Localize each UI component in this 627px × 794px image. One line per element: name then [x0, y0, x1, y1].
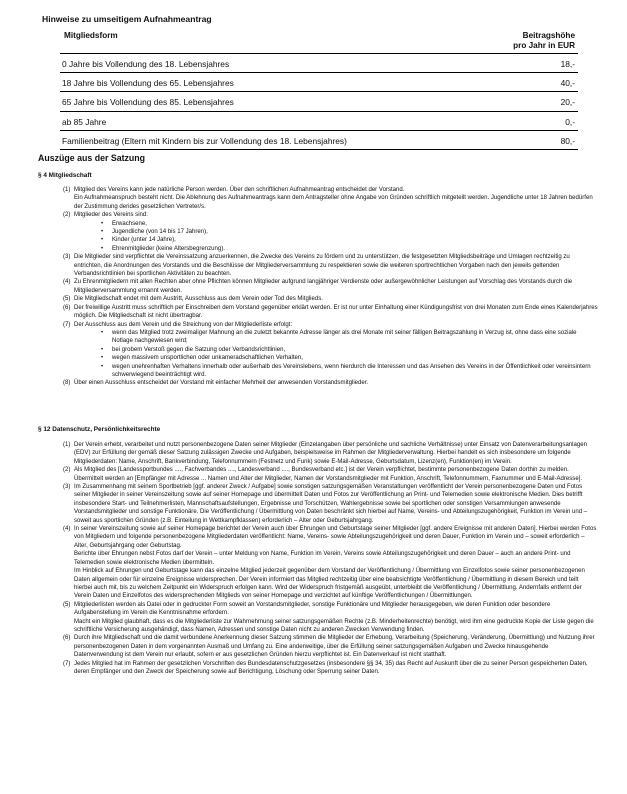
clause-number: (7) [63, 660, 71, 667]
clause-text: Ein Aufnahmeanspruch besteht nicht. Die Ablehnung des Aufnahmeantrags kann dem Antragsteller ohne Angabe von Gründen schriftlich mitgeteilt werden. Jugendliche unter 18 Jahren bedürfen der Zustimmung derides gesetzlichen Vertreter/s. [74, 195, 593, 210]
section-4-body [38, 186, 598, 388]
fee-description: ab 85 Jahre [62, 116, 107, 127]
list-item [74, 236, 598, 244]
list-item-text: Erwachsene, [112, 220, 147, 227]
section-4-title: § 4 Mitgliedschaft [38, 172, 92, 179]
clause-number: (2) [63, 212, 71, 219]
clause-number: (3) [63, 254, 71, 261]
bullet-icon: • [101, 346, 104, 353]
clause-text: Der freiwillige Austritt muss schriftlich per Einschreiben dem Vorstand gegenüber erklärt werden. Er ist nur unter Einhaltung einer Kündigungsfrist von drei Monaten zum Ende eines Kalenderjahres möglich. Die Mitgliedschaft ist nicht übertragbar. [74, 304, 598, 320]
fee-description: 65 Jahre bis Vollendung des 85. Lebensjahres [62, 97, 234, 108]
clause-text: Als Mitglied des [Landessportbundes ...., Fachverbandes ...., Landesverband ...., Bundesverband etc.] ist der Verein verpflichtet, bestimmte personenbezogene Daten dorthin zu melden. Übermittelt werden an [Empfänger mit Adresse ... Namen und Alter der Mitglieder, Namen der Vorstandsmitglieder mit Funktion, Anschrift, Telefonnummern, Faxnummer und E-Mail-Adresse]. [74, 467, 583, 482]
bullet-icon: • [101, 245, 104, 252]
fee-amount: 0,- [565, 116, 575, 127]
clause-number: (6) [63, 304, 71, 311]
fee-amount: 40,- [560, 78, 575, 89]
fees-title: Hinweise zu umseitigem Aufnahmeantrag [42, 14, 212, 24]
clause [38, 466, 598, 483]
table-row [60, 112, 578, 131]
clause-number: (1) [63, 187, 71, 193]
fee-description: Familienbeitrag (Eltern mit Kindern bis zur Vollendung des 18. Lebensjahres) [62, 135, 347, 146]
list-item [74, 228, 598, 236]
table-row [60, 54, 578, 73]
column-header-amount-line2: pro Jahr in EUR [513, 41, 575, 50]
fee-amount: 20,- [560, 97, 575, 108]
clause-text: Im Zusammenhang mit seinem Sportbetrieb [ggf. anderer Zweck / Aufgabe] sowie sonstigen satzungsgemäßen Veranstaltungen veröffentlicht der Verein personenbezogene Daten und Fotos seiner Mitglieder in seiner Vereinszeitung sowie auf seiner Homepage und übermittelt Daten und Fotos zur Veröffentlichung an Print- und Telemedien sowie elektronische Medien. Dies betrifft insbesondere Start- und Teilnehmerlisten, Mannschaftsaufstellungen, Ergebnisse und Torschützen, Wahlergebnisse sowie bei sportlichen oder sonstigen Versammlungen anwesende Vorstandsmitglieder und sonstige Funktionäre. Die Veröffentlichung / Übermittlung von Daten beschränkt sich hierbei auf Name, Vereins- und Abteilungszugehörigkeit, Funktion im Verein und – soweit aus sportlichen Gründen (z.B. Einteilung in Wettkampfklassen) erforderlich – Alter oder Geburtsjahrgang. [74, 484, 588, 524]
bullet-icon: • [101, 229, 104, 236]
table-row [60, 73, 578, 92]
table-row [60, 92, 578, 111]
clause-text: Durch ihre Mitgliedschaft und die damit verbundene Anerkennung dieser Satzung stimmen die Mitglieder der Erhebung, Verarbeitung (Speicherung, Veränderung, Übermittlung) und Nutzung ihrer personenbezogenen Daten in dem vorgenannten Ausmaß und Umfang zu. Eine anderweitige, über die Erfüllung seiner satzungsgemäßen Aufgaben und Zwecke hinausgehende Datenverwendung ist dem Verein nur erlaubt, sofern er aus gesetzlichen Gründen hierzu verpflichtet ist. Ein Datenverkauf ist nicht statthaft. [74, 635, 595, 659]
clause-number: (6) [63, 635, 71, 642]
list-item-text: wegen massivem unsportlichen oder unkameradschaftlichen Verhalten, [112, 355, 303, 362]
clause [38, 483, 598, 525]
clause-text: Die Mitgliedschaft endet mit dem Austritt, Ausschluss aus dem Verein oder Tod des Mitglieds. [74, 296, 323, 303]
clause-number: (1) [63, 442, 71, 448]
list-item [74, 354, 598, 362]
clause [38, 525, 598, 601]
clause [38, 211, 598, 253]
column-header-amount-line1: Beitragshöhe [522, 31, 575, 40]
list-item-text: wegen unehrenhaften Verhaltens innerhalb oder außerhalb des Vereinslebens, wenn hierdurch die Interessen und das Ansehen des Vereins in der Öffentlichkeit oder vereinsintern schwerwiegend beeinträchtigt wird. [112, 363, 591, 378]
column-header-form: Mitgliedsform [64, 31, 118, 40]
section-12-body [38, 441, 598, 676]
list-item-text: Ehrenmitglieder (keine Altersbegrenzung). [112, 245, 225, 252]
clause [38, 304, 598, 321]
clause [38, 634, 598, 659]
clause-number: (4) [63, 279, 71, 286]
list-item-text: wenn das Mitglied trotz zweimaliger Mahnung an die zuletzt bekannte Adresse länger als drei Monate mit seiner fälligen Beitragszahlung in Verzug ist, ohne dass eine soziale Notlage nachgewiesen wird; [112, 329, 577, 345]
clause-text: Die Mitglieder sind verpflichtet die Vereinssatzung anzuerkennen, die Zwecke des Vereins zu fördern und zu unterstützen, die festgesetzten Mitgliedsbeiträge und Umlagen rechtzeitig zu entrichten, die Anordnungen des Vorstands und die Beschlüsse der Mitgliederversammlung zu respektieren sowie die weiteren sportrechtlichen Vorgaben nach den jeweils geltenden Verbandsrichtlinien bei sportlichen Aktivitäten zu beachten. [74, 254, 570, 278]
fee-description: 0 Jahre bis Vollendung des 18. Lebensjahres [62, 59, 230, 69]
clause-text: In seiner Vereinszeitung sowie auf seiner Homepage berichtet der Verein auch über Ehrungen und Geburtstage seiner Mitglieder [ggf. andere Ereignisse mit anderen Daten]. Hierbei werden Fotos von Mitgliedern und folgende personenbezogene Mitgliederdaten veröffentlicht: Name, Vereins- sowie Abteilungszugehörigkeit und deren Dauer, Funktion im Verein und – soweit erforderlich – Alter, Geburtsjahrgang oder Geburtstag. [74, 526, 597, 549]
list-item [74, 363, 598, 380]
fee-description: 18 Jahre bis Vollendung des 65. Lebensjahres [62, 78, 234, 89]
list-item-text: Kinder (unter 14 Jahre), [112, 237, 176, 244]
clause-text: Zu Ehrenmitgliedern mit allen Rechten aber ohne Pflichten können Mitglieder aufgrund langjähriger Verdienste oder außergewöhnlicher Leistungen auf Vorschlag des Vorstands durch die Mitgliederversammlung ernannt werden. [74, 279, 573, 294]
bullet-icon: • [101, 363, 104, 370]
clause [38, 441, 598, 466]
clause-text: Jedes Mitglied hat im Rahmen der gesetzlichen Vorschriften des Bundesdatenschutzgesetzes (insbesondere §§ 34, 35) das Recht auf Auskunft über die zu seiner Person gespeicherten Daten, deren Empfänger und den Zweck der Speicherung sowie auf Berichtigung, Löschung oder Sperrung seiner Daten. [74, 660, 588, 675]
bullet-icon: • [101, 220, 104, 227]
clause-number: (8) [63, 380, 71, 387]
clause [38, 295, 598, 303]
clause-number: (5) [63, 296, 71, 303]
fee-amount: 80,- [560, 135, 575, 146]
clause-number: (2) [63, 467, 71, 474]
section-12-title: § 12 Datenschutz, Persönlichkeitsrechte [38, 426, 161, 433]
fee-table [60, 27, 578, 150]
bullet-icon: • [101, 237, 104, 244]
clause-text: Über einen Ausschluss entscheidet der Vorstand mit einfacher Mehrheit der anwesenden Vorstandsmitglieder. [74, 380, 369, 387]
clause-number: (4) [63, 526, 71, 533]
list-item [74, 329, 598, 346]
clause [38, 278, 598, 295]
clause-number: (3) [63, 484, 71, 491]
bullet-icon: • [101, 355, 104, 362]
statute-title: Auszüge aus der Satzung [38, 153, 146, 163]
clause-text: Macht ein Mitglied glaubhaft, dass es die Mitgliederliste zur Wahrnehmung seiner satzungsgemäßen Rechte (z.B. Minderheitenrechte) benötigt, wird ihm eine gedruckte Kopie der Liste gegen die schriftliche Versicherung ausgehändigt, dass Namen, Adressen und sonstige Daten nicht zu anderen Zwecken Verwendung finden. [74, 618, 594, 633]
clause-number: (7) [63, 321, 71, 328]
clause-text: Im Hinblick auf Ehrungen und Geburtstage kann das einzelne Mitglied jederzeit gegenüber dem Vorstand der Veröffentlichung / Übermittlung von Einzelfotos sowie seiner personenbezogenen Daten allgemein oder für einzelne Ereignisse widersprechen. Der Verein informiert das Mitglied rechtzeitig über eine beabsichtigte Veröffentlichung / Übermittlung in diesem Bereich und teilt hierbei auch mit, bis zu welchem Zeitpunkt ein Widerspruch erfolgen kann. Wird der Widerspruch fristgemäß ausgeübt, unterbleibt die Veröffentlichung / Übermittlung. Andernfalls entfernt der Verein Daten und Einzelfotos des widersprechenden Mitglieds von seiner Homepage und verzichtet auf künftige Veröffentlichungen / Übermittlungen. [74, 568, 585, 600]
list-item [74, 346, 598, 354]
clause [38, 186, 598, 211]
list-item-text: bei grobem Verstoß gegen die Satzung oder Verbandsrichtlinien, [112, 346, 286, 353]
clause [38, 660, 598, 677]
list-item [74, 220, 598, 228]
clause-text: Berichte über Ehrungen nebst Fotos darf der Verein – unter Meldung von Name, Funktion im Verein, Vereins sowie Abteilungszugehörigkeit und deren Dauer – auch an andere Print- und Telemedien sowie elektronische Medien übermitteln. [74, 551, 571, 566]
list-item-text: Jugendliche (von 14 bis 17 Jahren), [112, 229, 208, 236]
clause-text: Der Ausschluss aus dem Verein und die Streichung von der Mitgliederliste erfolgt: [74, 321, 293, 328]
bullet-icon: • [101, 329, 104, 336]
clause-text: Mitglieder des Vereins sind: [74, 212, 148, 219]
clause [38, 321, 598, 380]
column-header-amount [513, 31, 575, 51]
clause-number: (5) [63, 601, 71, 608]
table-row [60, 131, 578, 150]
fee-amount: 18,- [560, 59, 575, 69]
clause [38, 601, 598, 635]
clause [38, 379, 598, 387]
clause-text: Mitgliederlisten werden als Datei oder in gedruckter Form soweit an Vorstandsmitglieder, sonstige Funktionäre und Mitglieder herausgegeben, wie deren Funktion oder besondere Aufgabenstellung im Verein die Kenntnisnahme erfordern. [74, 601, 551, 617]
fee-table-header [60, 27, 578, 54]
clause [38, 253, 598, 278]
list-item [74, 245, 598, 253]
clause-text: Mitglied des Vereins kann jede natürliche Person werden. Über den schriftlichen Aufnahmeantrag entscheidet der Vorstand. [74, 187, 405, 193]
clause-text: Der Verein erhebt, verarbeitet und nutzt personenbezogene Daten seiner Mitglieder (Einzelangaben über persönliche und sachliche Verhältnisse) unter Einsatz von Datenverarbeitungsanlagen (EDV) zur Erfüllung der gemäß dieser Satzung zulässigen Zwecke und Aufgaben, beispielsweise im Rahmen der Mitgliederverwaltung. Hierbei handelt es sich insbesondere um folgende Mitgliederdaten: Name, Anschrift, Bankverbindung, Telefonnummern (Festnetz und Funk) sowie E-Mail-Adresse, Geburtsdatum, Lizenz(en), Funktion(en) im Verein. [74, 442, 587, 465]
